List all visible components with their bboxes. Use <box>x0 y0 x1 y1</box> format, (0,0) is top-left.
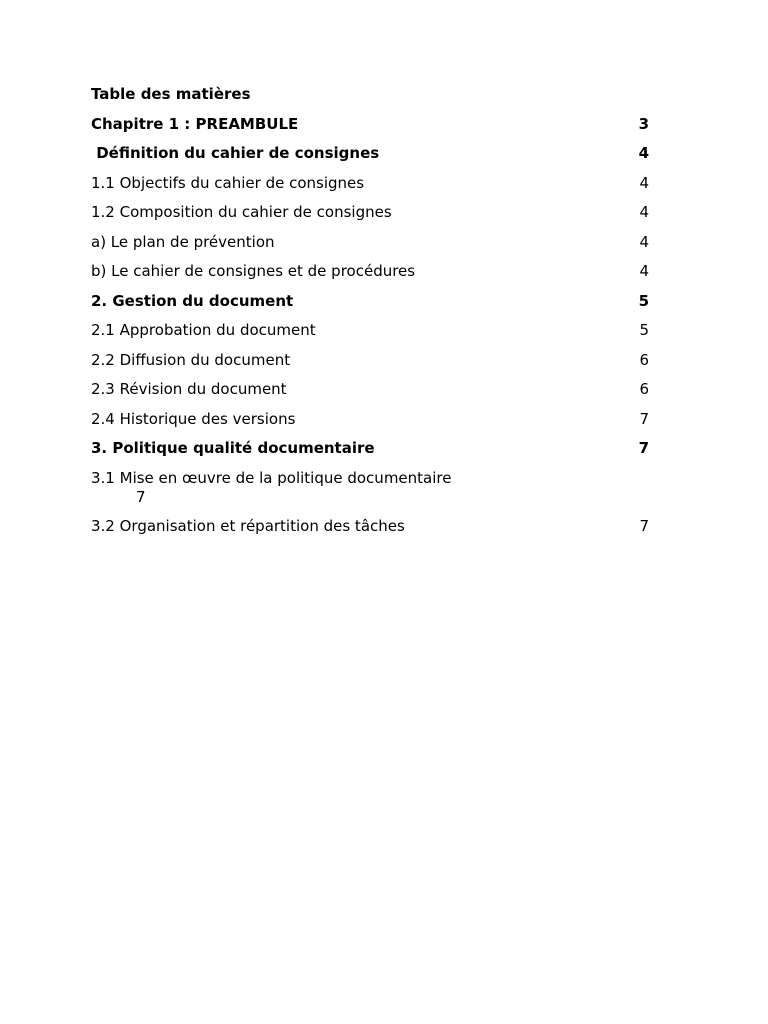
toc-entry-label: Chapitre 1 : PREAMBULE <box>91 114 299 133</box>
toc-entry-label: b) Le cahier de consignes et de procédures <box>91 262 416 280</box>
toc-entry-label: 2. Gestion du document <box>91 291 294 310</box>
toc-entry-label: 2.1 Approbation du document <box>91 321 316 339</box>
toc-entry-3-2[interactable] <box>91 516 651 536</box>
toc-entry-page-number: 4 <box>639 203 649 221</box>
toc-entry-page-number: 4 <box>639 232 649 251</box>
toc-entry-page-number: 5 <box>638 291 649 310</box>
toc-entry-label: 1.1 Objectifs du cahier de consignes <box>91 173 365 192</box>
toc-entry-page-number: 4 <box>639 173 649 192</box>
toc-entry-page-number: 7 <box>136 487 146 506</box>
toc-entry-2[interactable] <box>91 291 651 311</box>
toc-entry-page-number: 3 <box>638 114 649 133</box>
toc-entry-page-number: 7 <box>639 409 649 428</box>
toc-entry-b[interactable] <box>91 261 651 281</box>
toc-entry-1-1[interactable] <box>91 173 651 193</box>
toc-title: Table des matières <box>91 85 251 103</box>
toc-entry-label: a) Le plan de prévention <box>91 232 275 251</box>
toc-entry-label: 2.4 Historique des versions <box>91 409 296 428</box>
toc-entry-a[interactable] <box>91 232 651 252</box>
toc-entry-label: 3. Politique qualité documentaire <box>91 439 375 457</box>
toc-entry-label: 3.2 Organisation et répartition des tâches <box>91 516 405 535</box>
toc-entry-label: 2.3 Révision du document <box>91 380 287 398</box>
toc-entry-page-number: 4 <box>639 262 649 280</box>
toc-entry-definition[interactable] <box>91 143 651 163</box>
toc-entry-3-1[interactable] <box>91 468 651 506</box>
toc-entry-page-number: 7 <box>638 439 649 457</box>
toc-entry-chapitre-1[interactable] <box>91 114 651 134</box>
toc-entry-3[interactable] <box>91 438 651 458</box>
toc-entry-page-number: 5 <box>639 321 649 339</box>
toc-entry-label: 1.2 Composition du cahier de consignes <box>91 203 392 221</box>
toc-entry-2-4[interactable] <box>91 409 651 429</box>
toc-entry-2-2[interactable] <box>91 350 651 370</box>
toc-entry-label: 2.2 Diffusion du document <box>91 350 291 369</box>
toc-entry-page-number: 6 <box>639 380 649 398</box>
toc-entry-1-2[interactable] <box>91 202 651 222</box>
toc-entry-page-number: 6 <box>639 350 649 369</box>
toc-entry-label: 3.1 Mise en œuvre de la politique documentaire <box>91 468 452 487</box>
toc-entry-2-3[interactable] <box>91 379 651 399</box>
toc-entry-page-number: 7 <box>639 516 649 535</box>
toc-entry-page-number: 4 <box>638 144 649 162</box>
toc-entry-2-1[interactable] <box>91 320 651 340</box>
table-of-contents <box>91 84 651 545</box>
toc-entry-label: Définition du cahier de consignes <box>91 144 380 162</box>
